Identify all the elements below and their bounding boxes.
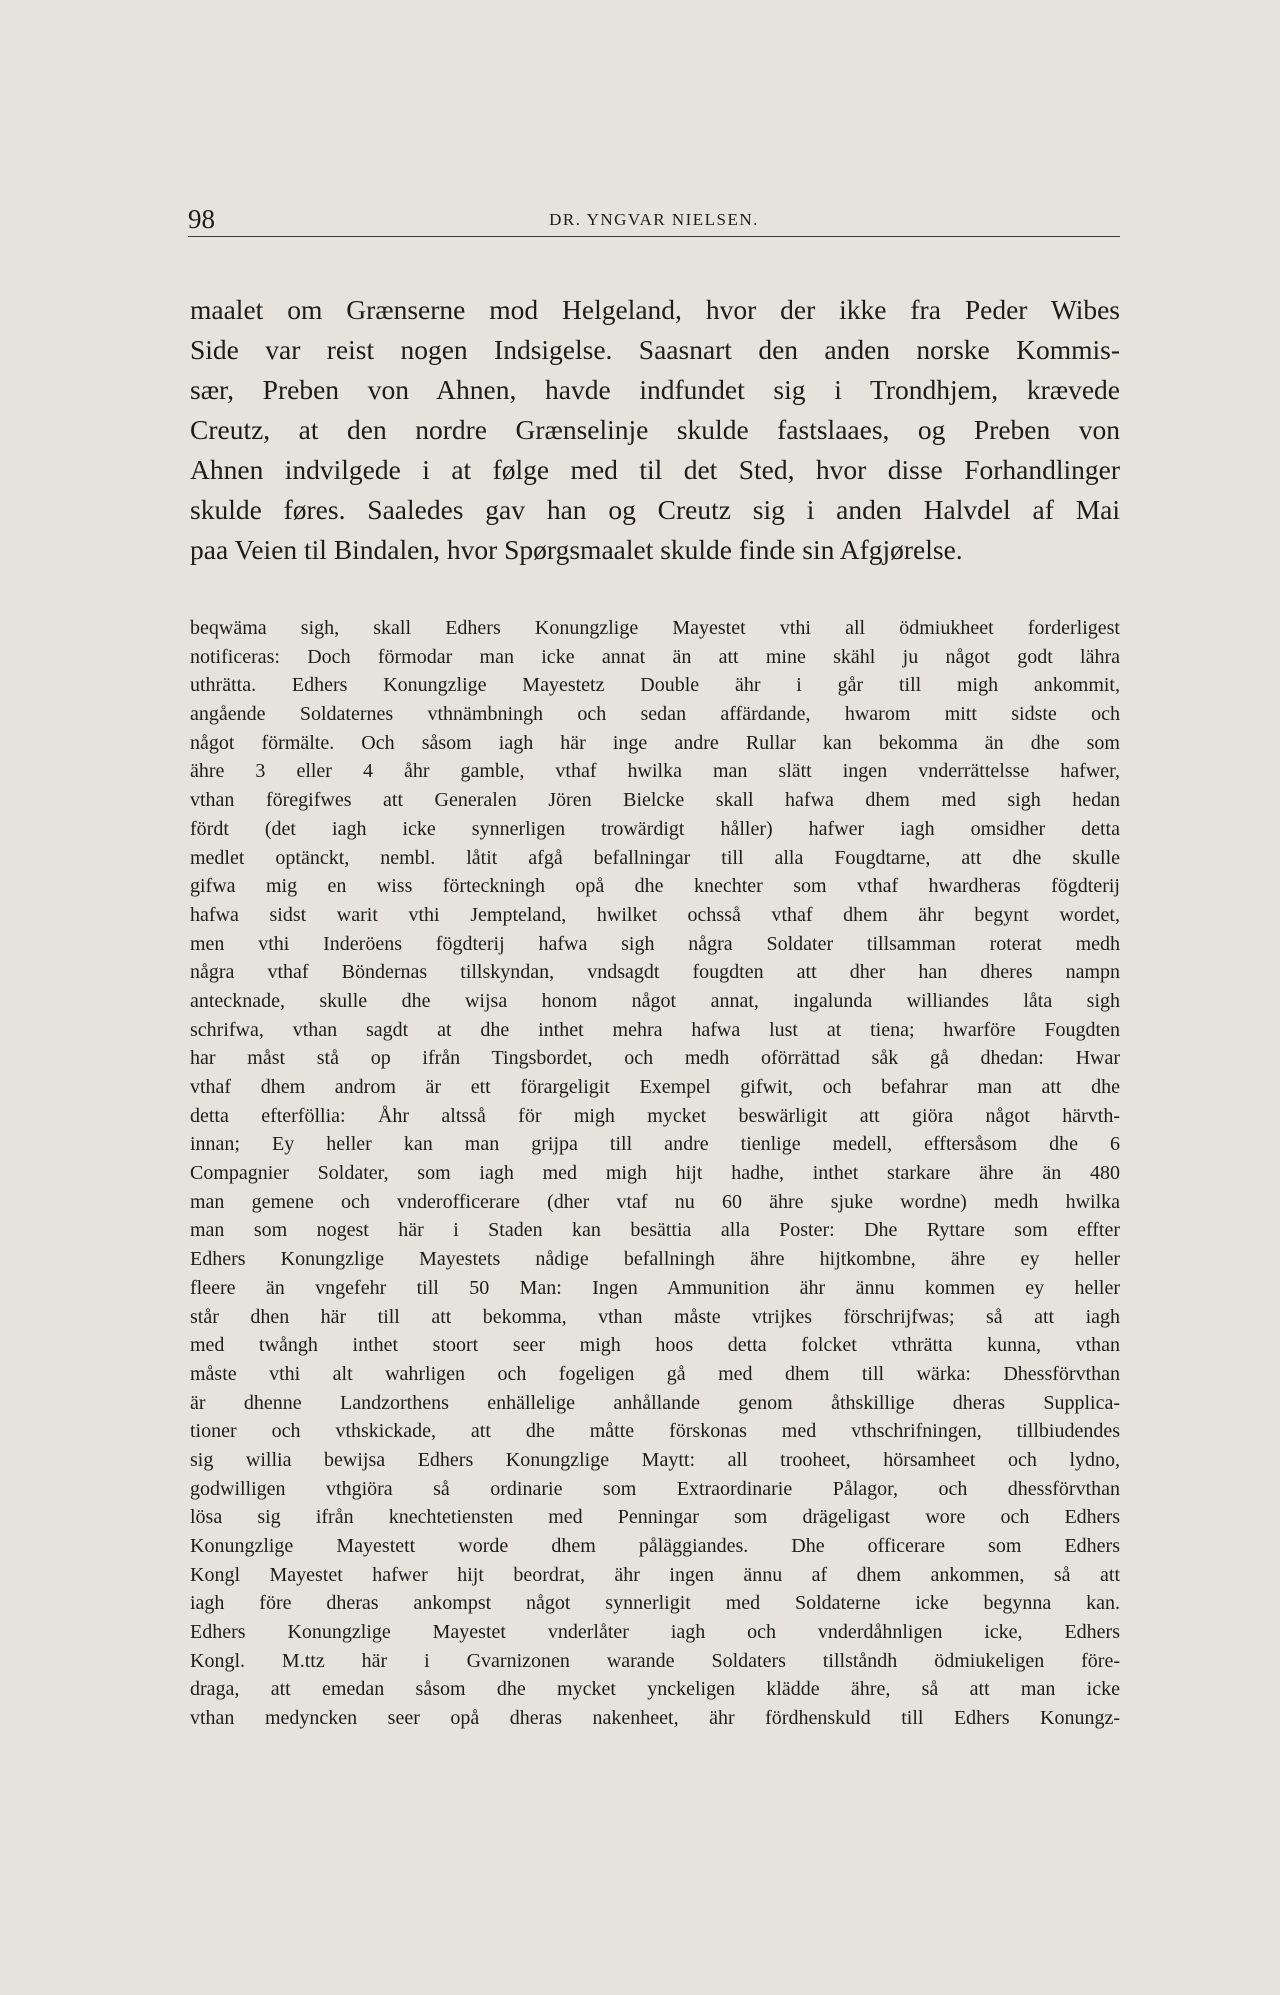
quote-text-line: Kongl. M.ttz här i Gvarnizonen warande Soldaters tillståndh ödmiukeligen före- (190, 1649, 1120, 1672)
quote-text-line: Compagnier Soldater, som iagh med migh hijt hadhe, inthet starkare ähre än 480 (190, 1162, 1120, 1185)
quote-text-line: Edhers Konungzlige Mayestets nådige befallningh ähre hijtkombne, ähre ey heller (190, 1248, 1120, 1271)
quote-text-line: Edhers Konungzlige Mayestet vnderlåter iagh och vnderdåhnligen icke, Edhers (190, 1621, 1120, 1644)
quote-text-line: fleere än vngefehr till 50 Man: Ingen Ammunition ähr ännu kommen ey heller (190, 1276, 1120, 1299)
quote-text-line: tioner och vthskickade, att dhe måtte förskonas med vthschrifningen, tillbiudendes (190, 1420, 1120, 1443)
quote-text-line: gifwa mig en wiss förteckningh opå dhe knechter som vthaf hwardheras fögdterij (190, 875, 1120, 898)
quote-text-line: uthrätta. Edhers Konungzlige Mayestetz Double ähr i går till migh ankommit, (190, 674, 1120, 697)
quote-text-line: medlet optänckt, nembl. låtit afgå befallningar till alla Fougdtarne, att dhe skulle (190, 846, 1120, 869)
quote-text-line: vthan föregifwes att Generalen Jören Bielcke skall hafwa dhem med sigh hedan (190, 789, 1120, 812)
quote-text-line: antecknade, skulle dhe wijsa honom något annat, ingalunda williandes låta sigh (190, 989, 1120, 1012)
quote-text-line: Konungzlige Mayestett worde dhem påläggiandes. Dhe officerare som Edhers (190, 1535, 1120, 1557)
page-number: 98 (188, 204, 215, 234)
quote-text-line: man som nogest här i Staden kan besättia alla Poster: Dhe Ryttare som effter (190, 1219, 1120, 1242)
quote-text-line: Kongl Mayestet hafwer hijt beordrat, ähr ingen ännu af dhem ankommen, så att (190, 1563, 1120, 1586)
quote-text-line: schrifwa, vthan sagdt at dhe inthet mehra hafwa lust at tiena; hwarföre Fougdten (190, 1018, 1120, 1041)
quote-text-line: notificeras: Doch förmodar man icke annat än att mine skähl ju något godt lähra (190, 645, 1120, 668)
main-text-line: Creutz, at den nordre Grænselinje skulde fastslaaes, og Preben von (190, 414, 1120, 445)
main-text-line: paa Veien til Bindalen, hvor Spørgsmaalet skulde finde sin Afgjørelse. (190, 534, 963, 565)
quote-text-line: måste vthi alt wahrligen och fogeligen gå med dhem till wärka: Dhessförvthan (190, 1362, 1120, 1385)
quote-text-line: har måst stå op ifrån Tingsbordet, och medh oförrättad såk gå dhedan: Hwar (190, 1047, 1120, 1070)
quote-text-line: men vthi Inderöens fögdterij hafwa sigh några Soldater tillsamman roterat medh (190, 932, 1120, 955)
quote-text-line: något förmälte. Och såsom iagh här inge andre Rullar kan bekomma än dhe som (190, 731, 1120, 754)
running-head (188, 202, 1120, 237)
quote-text-line: detta efterföllia: Åhr altsså för migh mycket beswärligit att giöra något härvth- (190, 1104, 1120, 1127)
quote-text-line: är dhenne Landzorthens enhällelige anhållande genom åthskillige dheras Supplica- (190, 1391, 1120, 1414)
quote-text-line: innan; Ey heller kan man grijpa till andre tienlige medell, efftersåsom dhe 6 (190, 1133, 1120, 1156)
quote-text-line: vthaf dhem androm är ett förargeligit Exempel gifwit, och befahrar man att dhe (190, 1076, 1120, 1098)
running-head-author: DR. YNGVAR NIELSEN. (549, 210, 759, 229)
quote-text-line: hafwa sidst warit vthi Jempteland, hwilket ochsså vthaf dhem ähr begynt wordet, (190, 903, 1120, 926)
quote-text-line: ähre 3 eller 4 åhr gamble, vthaf hwilka man slätt ingen vnderrättelsse hafwer, (190, 760, 1120, 783)
quote-text-line: draga, att emedan såsom dhe mycket ynckeligen klädde ähre, så att man icke (190, 1678, 1120, 1701)
quote-text-line: angående Soldaternes vthnämbningh och sedan affärdande, hwarom mitt sidste och (190, 703, 1120, 726)
main-text-line: maalet om Grænserne mod Helgeland, hvor der ikke fra Peder Wibes (190, 294, 1120, 325)
quote-text-line (190, 1733, 1120, 1762)
main-paragraph (190, 290, 1120, 570)
main-text-line: Ahnen indvilgede i at følge med til det Sted, hvor disse Forhandlinger (190, 454, 1120, 485)
main-text-line: skulde føres. Saaledes gav han og Creutz sig i anden Halvdel af Mai (190, 494, 1120, 525)
quote-text-line: sig willia bewijsa Edhers Konungzlige Maytt: all trooheet, hörsamheet och lydno, (190, 1448, 1120, 1471)
quote-text-line: beqwäma sigh, skall Edhers Konungzlige Mayestet vthi all ödmiukheet forderligest (190, 617, 1120, 639)
quote-text-line: några vthaf Böndernas tillskyndan, vndsagdt fougdten att dher han dheres nampn (190, 961, 1120, 984)
quote-text-line: iagh före dheras ankompst något synnerligit med Soldaterne icke begynna kan. (190, 1592, 1120, 1615)
quote-text-line: man gemene och vnderofficerare (dher vtaf nu 60 ähre sjuke wordne) medh hwilka (190, 1190, 1120, 1213)
quote-text-line: vthan medyncken seer opå dheras nakenheet, ähr fördhenskuld till Edhers Konungz- (190, 1707, 1120, 1730)
quote-text-line: godwilligen vthgiöra så ordinarie som Extraordinarie Pålagor, och dhessförvthan (190, 1477, 1120, 1500)
quote-text-line: lösa sig ifrån knechtetiensten med Penningar som drägeligast wore och Edhers (190, 1506, 1120, 1529)
quoted-letter (190, 614, 1120, 1762)
quote-text-line: står dhen här till att bekomma, vthan måste vtrijkes förschrijfwas; så att iagh (190, 1305, 1120, 1328)
quote-text-line: fördt (det iagh icke synnerligen trowärdigt håller) hafwer iagh omsidher detta (190, 817, 1120, 840)
main-text-line: Side var reist nogen Indsigelse. Saasnart den anden norske Kommis- (190, 334, 1120, 365)
quote-text-line: med twångh inthet stoort seer migh hoos detta folcket vthrätta kunna, vthan (190, 1334, 1120, 1357)
main-text-line: sær, Preben von Ahnen, havde indfundet sig i Trondhjem, krævede (190, 374, 1120, 405)
